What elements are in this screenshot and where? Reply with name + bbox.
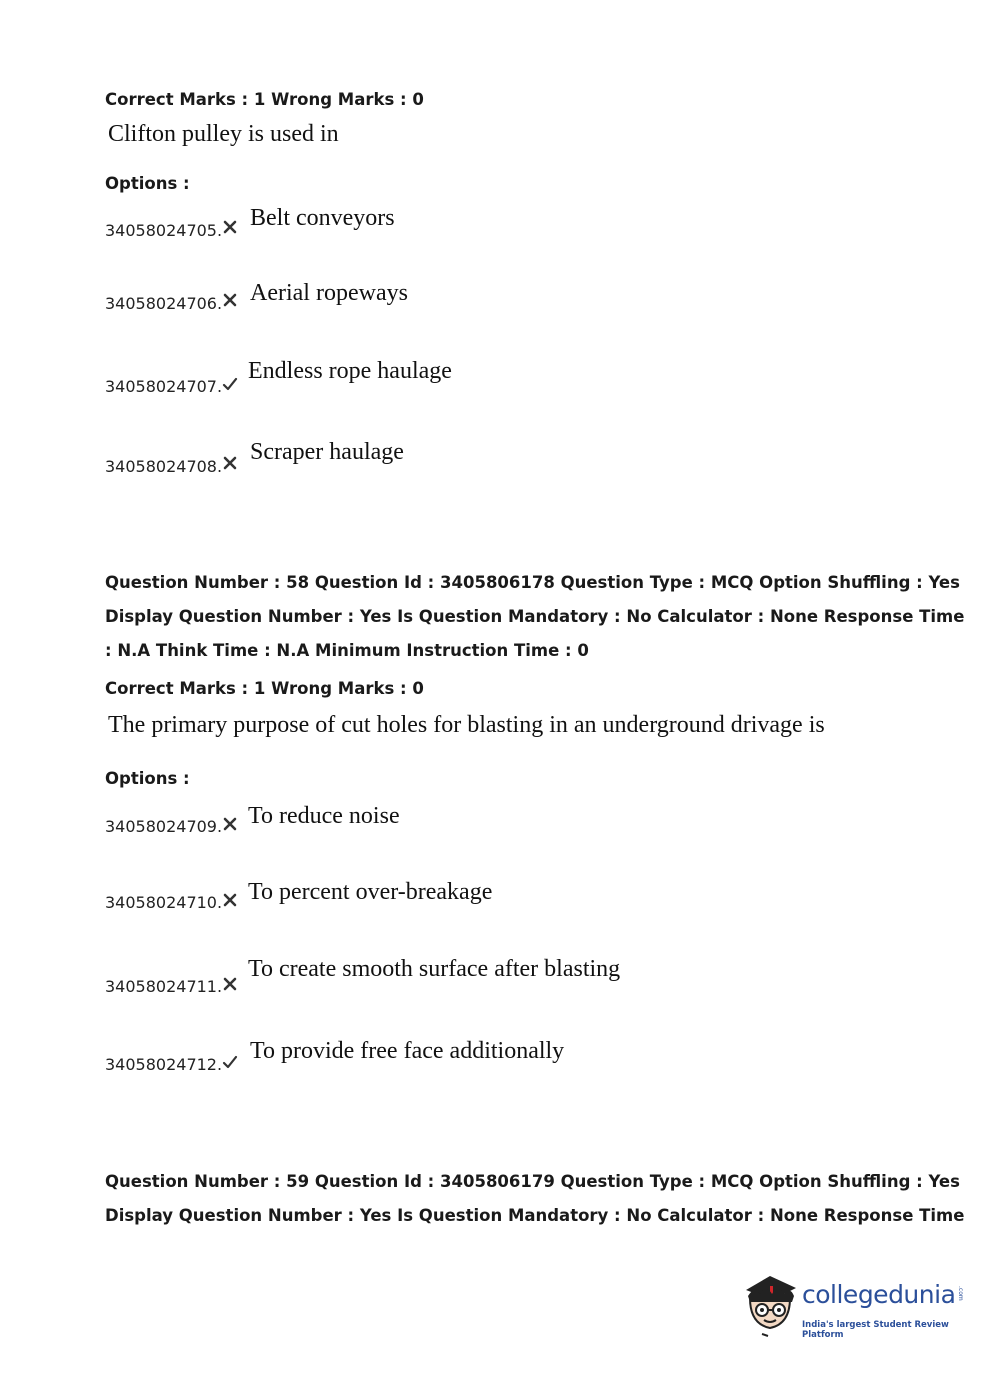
question-meta-line: Question Number : 59 Question Id : 3405806179 Question Type : MCQ Option Shuffling : Yes xyxy=(105,1172,960,1191)
collegedunia-logo xyxy=(740,1272,970,1342)
option-id: 34058024707. xyxy=(105,377,223,396)
question-meta-line: Display Question Number : Yes Is Question Mandatory : No Calculator : None Response Time xyxy=(105,607,965,626)
option-text: Belt conveyors xyxy=(250,205,395,231)
cross-icon xyxy=(222,455,238,471)
option-text: To create smooth surface after blasting xyxy=(248,956,621,982)
option-text: To reduce noise xyxy=(248,803,400,829)
question-meta-line: Question Number : 58 Question Id : 3405806178 Question Type : MCQ Option Shuffling : Yes xyxy=(105,573,960,592)
question-text: Clifton pulley is used in xyxy=(108,121,339,147)
student-mascot-icon xyxy=(740,1272,802,1338)
option-id: 34058024710. xyxy=(105,893,223,912)
logo-dotcom: .com xyxy=(957,1286,964,1301)
cross-icon xyxy=(222,816,238,832)
option-text: Aerial ropeways xyxy=(250,280,408,306)
cross-icon xyxy=(222,892,238,908)
option-id: 34058024708. xyxy=(105,457,223,476)
marks-info: Correct Marks : 1 Wrong Marks : 0 xyxy=(105,679,424,698)
options-label: Options : xyxy=(105,769,190,788)
logo-wordmark: collegedunia xyxy=(802,1280,956,1309)
check-icon xyxy=(222,376,238,392)
question-meta-line: : N.A Think Time : N.A Minimum Instruction Time : 0 xyxy=(105,641,589,660)
check-icon xyxy=(222,1054,238,1070)
option-id: 34058024712. xyxy=(105,1055,223,1074)
option-text: To provide free face additionally xyxy=(250,1038,565,1064)
option-id: 34058024711. xyxy=(105,977,223,996)
option-id: 34058024709. xyxy=(105,817,223,836)
cross-icon xyxy=(222,292,238,308)
cross-icon xyxy=(222,219,238,235)
option-text: To percent over-breakage xyxy=(248,879,493,905)
question-meta-line: Display Question Number : Yes Is Question Mandatory : No Calculator : None Response Time xyxy=(105,1206,965,1225)
question-text: The primary purpose of cut holes for blasting in an underground drivage is xyxy=(108,712,825,738)
logo-tagline: India's largest Student Review Platform xyxy=(802,1320,949,1340)
options-label: Options : xyxy=(105,174,190,193)
option-text: Endless rope haulage xyxy=(248,358,452,384)
cross-icon xyxy=(222,976,238,992)
option-id: 34058024705. xyxy=(105,221,223,240)
option-id: 34058024706. xyxy=(105,294,223,313)
marks-info: Correct Marks : 1 Wrong Marks : 0 xyxy=(105,90,424,109)
option-text: Scraper haulage xyxy=(250,439,404,465)
